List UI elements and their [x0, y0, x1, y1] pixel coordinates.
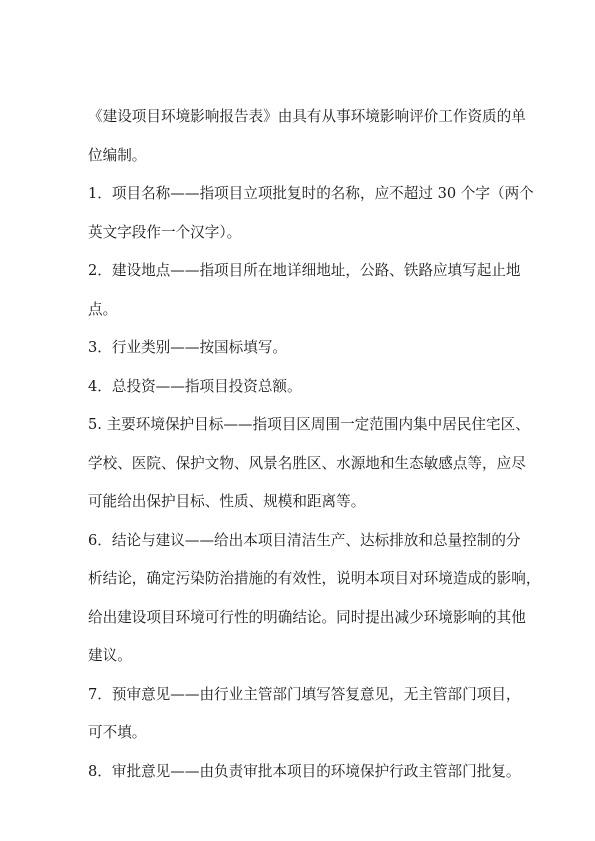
- text-line: 析结论，确定污染防治措施的有效性，说明本项目对环境造成的影响，: [88, 570, 541, 587]
- text-line: 《建设项目环境影响报告表》由具有从事环境影响评价工作资质的单: [88, 108, 526, 125]
- text-line: 英文字段作一个汉字）。: [88, 223, 242, 241]
- item-project-name: [88, 175, 534, 252]
- text-line: 5. 主要环境保护目标——指项目区周围一定范围内集中居民住宅区、: [88, 416, 530, 433]
- text-line: 点。: [88, 300, 118, 318]
- document-body: [88, 98, 541, 791]
- text-line: 学校、医院、保护文物、风景名胜区、水源地和生态敏感点等，应尽: [88, 454, 526, 472]
- item-preliminary-review: [88, 676, 521, 753]
- item-conclusion: [88, 522, 541, 676]
- text-line: 位编制。: [88, 146, 147, 164]
- item-protection-targets: [88, 406, 530, 522]
- text-line: 6．结论与建议——给出本项目清洁生产、达标排放和总量控制的分: [88, 531, 521, 549]
- text-line: 可不填。: [88, 724, 147, 741]
- text-line: 1．项目名称——指项目立项批复时的名称，应不超过 30 个字（两个: [88, 185, 534, 202]
- item-total-investment: [88, 368, 508, 407]
- text-line: 3．行业类别——按国标填写。: [88, 339, 288, 356]
- text-line: 给出建设项目环境可行性的明确结论。同时提出减少环境影响的其他: [88, 608, 526, 626]
- intro-paragraph: [88, 98, 526, 175]
- text-line: 2．建设地点——指项目所在地详细地址，公路、铁路应填写起止地: [88, 262, 521, 279]
- text-line: 可能给出保护目标、性质、规模和距离等。: [88, 493, 366, 510]
- item-construction-site: [88, 252, 521, 329]
- item-industry-category: [88, 329, 508, 368]
- item-approval: [88, 753, 521, 792]
- text-line: 4．总投资——指项目投资总额。: [88, 377, 302, 395]
- text-line: 8．审批意见——由负责审批本项目的环境保护行政主管部门批复。: [88, 762, 521, 780]
- text-line: 建议。: [88, 647, 132, 664]
- text-line: 7．预审意见——由行业主管部门填写答复意见，无主管部门项目，: [88, 685, 521, 703]
